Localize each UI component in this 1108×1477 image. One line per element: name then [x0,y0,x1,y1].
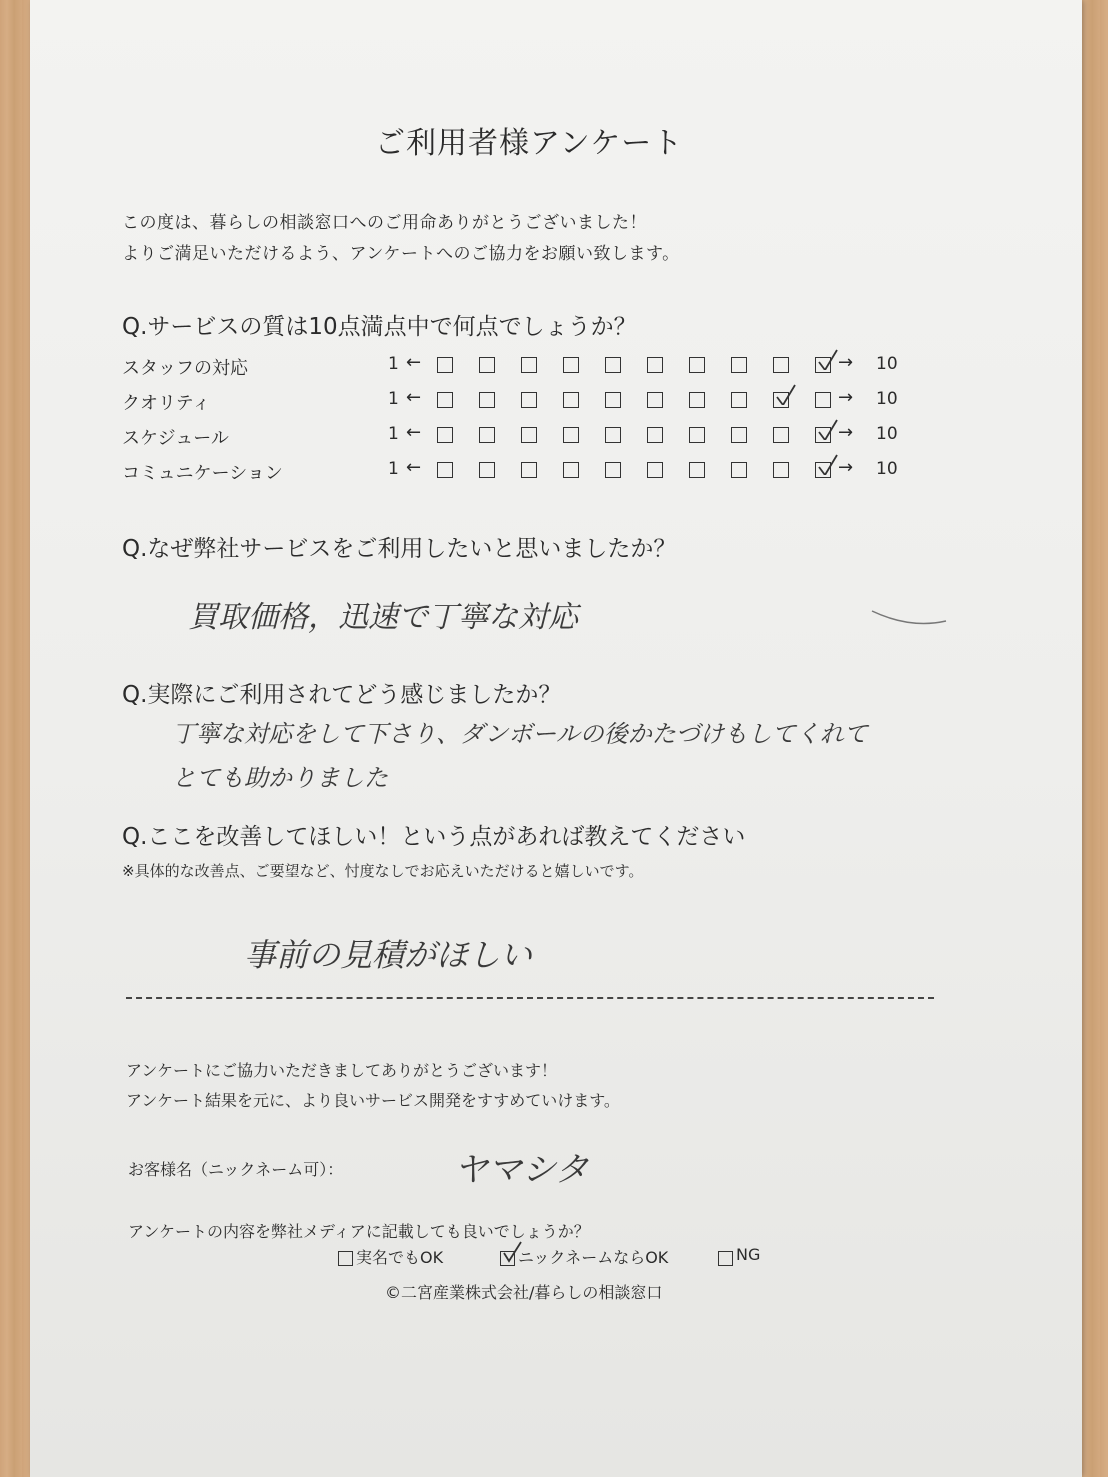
scale-max-label: 10 [876,424,898,444]
rating-checkbox[interactable] [563,357,579,373]
arrow-left-icon: ← [406,352,422,373]
q4-question: Q.ここを改善してほしい！という点があれば教えてください [122,824,746,850]
q3-answer-line-2: とても助かりました [172,764,388,792]
rating-checkbox[interactable] [731,427,747,443]
consent-option-label: ニックネームならOK [518,1248,669,1267]
rating-checkbox[interactable] [647,462,663,478]
customer-name-value: ヤマシタ [454,1150,589,1190]
rating-checkbox[interactable] [689,462,705,478]
rating-checkbox[interactable] [521,462,537,478]
rating-row-label: クオリティ [122,393,211,414]
rating-checkbox[interactable] [563,462,579,478]
rating-row-label: スケジュール [122,428,229,449]
rating-checkbox[interactable] [773,357,789,373]
scale-min-label: 1 [388,424,399,444]
dashed-divider [126,997,934,999]
q2-answer: 買取価格，迅速で丁寧な対応 [188,600,578,635]
scale-min-label: 1 [388,459,399,479]
rating-checkbox[interactable] [773,462,789,478]
checkmark-icon [817,418,839,440]
arrow-left-icon: ← [406,387,422,408]
q3-question: Q.実際にご利用されてどう感じましたか？ [122,682,562,708]
scale-min-label: 1 [388,354,399,374]
rating-checkbox[interactable] [689,427,705,443]
copyright: ©二宮産業株式会社/暮らしの相談窓口 [385,1283,663,1302]
rating-checkbox[interactable] [689,392,705,408]
consent-question: アンケートの内容を弊社メディアに記載しても良いでしょうか？ [128,1222,590,1241]
rating-checkbox[interactable] [647,357,663,373]
rating-checkbox[interactable] [479,357,495,373]
checkmark-icon [817,453,839,475]
rating-checkbox[interactable] [731,392,747,408]
arrow-left-icon: ← [406,457,422,478]
thanks-line-2: アンケート結果を元に、より良いサービス開発をすすめていけます。 [126,1091,620,1110]
arrow-right-icon: → [838,387,854,408]
rating-checkbox[interactable] [605,392,621,408]
rating-checkbox[interactable] [605,357,621,373]
consent-option-label: NG [736,1245,761,1264]
q3-answer-line-1: 丁寧な対応をして下さり、ダンボールの後かたづけもしてくれて [172,720,868,748]
consent-checkbox[interactable] [718,1251,733,1266]
rating-checkbox[interactable] [521,427,537,443]
consent-checkbox[interactable] [338,1251,353,1266]
rating-row-label: スタッフの対応 [122,358,248,379]
arrow-left-icon: ← [406,422,422,443]
arrow-right-icon: → [838,422,854,443]
rating-checkbox[interactable] [479,427,495,443]
rating-checkbox[interactable] [437,357,453,373]
q4-answer: 事前の見積がほしい [244,936,533,974]
rating-row-label: コミュニケーション [122,463,283,484]
scale-min-label: 1 [388,389,399,409]
consent-option-label: 実名でもOK [356,1248,444,1267]
checkmark-icon [775,383,797,405]
rating-checkbox[interactable] [563,392,579,408]
q4-note: ※具体的な改善点、ご要望など、忖度なしでお応えいただけると嬉しいです。 [122,862,644,880]
scale-max-label: 10 [876,354,898,374]
rating-checkbox[interactable] [815,392,831,408]
rating-checkbox[interactable] [479,392,495,408]
survey-sheet [30,0,1082,1477]
rating-checkbox[interactable] [647,392,663,408]
page-title: ご利用者様アンケート [375,126,684,161]
scale-max-label: 10 [876,389,898,409]
thanks-line-1: アンケートにご協力いただきましてありがとうございます！ [126,1061,558,1080]
rating-checkbox[interactable] [605,462,621,478]
rating-checkbox[interactable] [521,392,537,408]
rating-checkbox[interactable] [437,462,453,478]
rating-checkbox[interactable] [563,427,579,443]
rating-checkbox[interactable] [437,392,453,408]
scale-max-label: 10 [876,459,898,479]
customer-name-label: お客様名（ニックネーム可）： [128,1160,344,1179]
arrow-right-icon: → [838,352,854,373]
rating-checkbox[interactable] [521,357,537,373]
rating-checkbox[interactable] [731,357,747,373]
q1-question: Q.サービスの質は10点満点中で何点でしょうか？ [122,314,637,340]
intro-line-1: この度は、暮らしの相談窓口へのご用命ありがとうございました！ [122,213,647,233]
rating-checkbox[interactable] [605,427,621,443]
rating-checkbox[interactable] [437,427,453,443]
intro-line-2: よりご満足いただけるよう、アンケートへのご協力をお願い致します。 [122,244,680,264]
checkmark-icon [817,348,839,370]
q2-question: Q.なぜ弊社サービスをご利用したいと思いましたか？ [122,536,677,562]
rating-checkbox[interactable] [647,427,663,443]
rating-checkbox[interactable] [479,462,495,478]
arrow-right-icon: → [838,457,854,478]
rating-checkbox[interactable] [773,427,789,443]
rating-checkbox[interactable] [731,462,747,478]
rating-checkbox[interactable] [689,357,705,373]
pen-stroke-mark [870,605,950,630]
